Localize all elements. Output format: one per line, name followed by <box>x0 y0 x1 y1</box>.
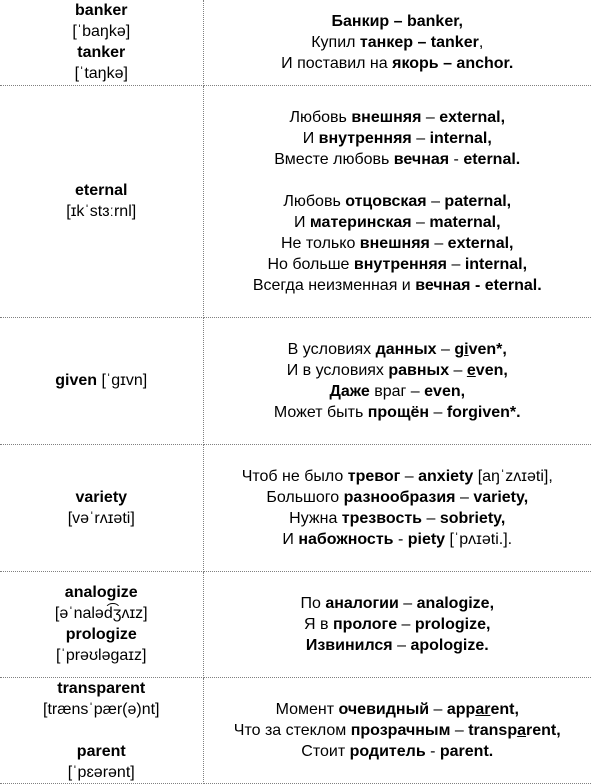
verse-line <box>208 339 588 360</box>
plain-text: Что за стеклом <box>233 721 351 739</box>
bold-text: even, <box>424 382 466 400</box>
verse-line <box>208 720 588 741</box>
term-line <box>4 0 199 21</box>
term-line <box>4 201 199 222</box>
term-line <box>4 21 199 42</box>
plain-text: – <box>447 255 465 273</box>
plain-text: Любовь <box>289 108 352 126</box>
term-line <box>4 582 199 603</box>
bold-text: parent. <box>439 742 494 760</box>
bold-text: banker <box>75 2 128 20</box>
term-line <box>4 645 199 666</box>
bold-text: transp <box>468 721 518 739</box>
bold-text: отцовская <box>345 192 427 210</box>
bold-text: родитель <box>349 742 426 760</box>
verse-line <box>208 402 588 423</box>
bold-text: прологе <box>332 615 398 633</box>
verse-line <box>208 149 588 170</box>
verse-line <box>208 466 588 487</box>
verse-line <box>208 11 588 32</box>
bold-text: прощён <box>367 403 430 421</box>
bold-text: tanker <box>77 44 126 62</box>
verse-cell <box>203 317 591 444</box>
term-cell <box>0 571 203 677</box>
plain-text: – <box>455 488 474 506</box>
term-cell <box>0 444 203 571</box>
bold-text: rent, <box>526 721 561 739</box>
bold-text: ent, <box>490 700 519 718</box>
bold-text: тревог <box>347 467 401 485</box>
term-cell <box>0 85 203 317</box>
plain-text: [aŋˈzʌɪəti], <box>473 467 553 485</box>
plain-text: враг – <box>369 382 425 400</box>
plain-text: [ˈprəʊləɡaɪz] <box>56 647 147 664</box>
bold-text: prologize <box>65 626 137 643</box>
verse-line <box>208 741 588 762</box>
term-line <box>4 42 199 63</box>
term-cell <box>0 677 203 783</box>
plain-text: Любовь <box>283 192 346 210</box>
bold-text: external, <box>447 234 514 252</box>
verse-cell <box>203 571 591 677</box>
bold-text: Банкир – banker, <box>331 12 463 30</box>
table-row <box>0 444 591 571</box>
plain-text: [trænsˈpær(ə)nt] <box>43 700 160 718</box>
plain-text: И в условиях <box>286 361 389 379</box>
plain-text: – <box>429 403 447 421</box>
blank-line <box>208 170 588 191</box>
plain-text: [ˈpɛərənt] <box>67 763 135 781</box>
bold-text: g <box>454 340 465 358</box>
bold-text: app <box>446 700 476 718</box>
term-line <box>4 370 199 391</box>
bold-text: Извинился <box>305 636 393 654</box>
bold-text: равных <box>388 361 450 379</box>
term-cell <box>0 0 203 85</box>
term-line <box>4 741 199 762</box>
blank-line <box>4 720 199 741</box>
verse-line <box>208 487 588 508</box>
verse-line <box>208 128 588 149</box>
table-row <box>0 85 591 317</box>
underlined-letters: a <box>517 721 527 739</box>
plain-text: - <box>425 742 440 760</box>
bold-text: analogize <box>64 584 138 601</box>
bold-text: якорь – anchor. <box>392 54 514 72</box>
verse-line <box>208 275 588 296</box>
plain-text: [ɪkˈstɜːrnl] <box>66 203 137 220</box>
plain-text: Большого <box>266 488 344 506</box>
term-line <box>4 624 199 645</box>
verse-cell <box>203 677 591 783</box>
verse-line <box>208 53 588 74</box>
plain-text: - <box>449 150 464 168</box>
bold-text: parent <box>76 742 126 760</box>
bold-text: transparent <box>57 679 146 697</box>
bold-text: external, <box>439 108 506 126</box>
table-row <box>0 677 591 783</box>
verse-line <box>208 699 588 720</box>
underlined-letters: e <box>466 361 476 379</box>
term-line <box>4 487 199 508</box>
plain-text: Чтоб не было <box>241 467 348 485</box>
term-line <box>4 762 199 783</box>
bold-text: данных <box>375 340 437 358</box>
bold-text: sobriety, <box>439 509 506 527</box>
verse-cell <box>203 444 591 571</box>
bold-text: разнообразия <box>343 488 456 506</box>
plain-text: [əˈnaləd͡ʒʌɪz] <box>54 605 148 622</box>
plain-text: По <box>300 594 326 612</box>
verse-line <box>208 529 588 550</box>
bold-text <box>475 701 490 718</box>
bold-text: apologize. <box>410 636 489 654</box>
bold-text: внешняя <box>359 234 430 252</box>
plain-text: – <box>450 721 469 739</box>
plain-text: И <box>282 530 299 548</box>
plain-text: – <box>392 636 411 654</box>
bold-text: прозрачным <box>350 721 451 739</box>
term-cell <box>0 317 203 444</box>
bold-text <box>517 722 526 739</box>
bold-text: maternal, <box>429 213 501 231</box>
term-line <box>4 180 199 201</box>
plain-text: – <box>429 234 448 252</box>
plain-text: Не только <box>281 234 360 252</box>
bold-text: variety, <box>473 488 529 506</box>
bold-text: prologize, <box>414 615 491 633</box>
plain-text: Вместе любовь <box>274 150 394 168</box>
plain-text: [ˈɡɪvn] <box>97 372 148 389</box>
bold-text: вечная - eternal. <box>415 276 542 294</box>
table-row <box>0 317 591 444</box>
term-line <box>4 678 199 699</box>
bold-text <box>467 362 476 379</box>
verse-line <box>208 381 588 402</box>
plain-text: [ˈtaŋkə] <box>74 65 128 83</box>
term-line <box>4 63 199 84</box>
bold-text: analogize, <box>416 594 495 612</box>
bold-text: аналогии <box>325 594 399 612</box>
table-row <box>0 0 591 85</box>
bold-text: Даже <box>329 382 370 400</box>
bold-text: набожность <box>298 530 394 548</box>
verse-line <box>208 360 588 381</box>
verse-line <box>208 614 588 635</box>
plain-text: Момент <box>275 700 339 718</box>
verse-line <box>208 254 588 275</box>
plain-text: – <box>411 129 430 147</box>
plain-text: Всегда неизменная и <box>252 276 416 294</box>
verse-line <box>208 508 588 529</box>
plain-text: Может быть <box>273 403 368 421</box>
plain-text: – <box>436 340 455 358</box>
plain-text: – <box>426 192 445 210</box>
term-line <box>4 603 199 624</box>
bold-text: eternal. <box>463 150 521 168</box>
plain-text: Я в <box>304 615 333 633</box>
plain-text: – <box>397 615 415 633</box>
bold-text: внутренняя <box>353 255 448 273</box>
plain-text: – <box>400 467 419 485</box>
plain-text: – <box>422 509 440 527</box>
bold-text: variety <box>75 488 128 506</box>
plain-text: Нужна <box>289 509 342 527</box>
verse-cell <box>203 0 591 85</box>
plain-text: – <box>429 700 447 718</box>
bold-text: eternal <box>75 182 128 199</box>
bold-text: ven*, <box>468 340 507 358</box>
verse-line <box>208 593 588 614</box>
plain-text: [ˈpʌɪəti.]. <box>445 530 513 548</box>
plain-text: В условиях <box>287 340 376 358</box>
bold-text: внутренняя <box>318 129 412 147</box>
bold-text: очевидный <box>338 700 430 718</box>
bold-text: given <box>55 372 98 389</box>
bold-text: материнская <box>309 213 412 231</box>
plain-text: И поставил на <box>281 54 393 72</box>
bold-text: internal, <box>429 129 492 147</box>
plain-text: Купил <box>311 33 360 51</box>
term-line <box>4 508 199 529</box>
verse-line <box>208 212 588 233</box>
verse-line <box>208 107 588 128</box>
plain-text: Стоит <box>301 742 350 760</box>
verse-line <box>208 191 588 212</box>
plain-text: И <box>302 129 319 147</box>
plain-text: [ˈbaŋkə] <box>72 23 131 41</box>
underlined-letters: i <box>464 340 469 358</box>
bold-text: anxiety <box>418 467 474 485</box>
bold-text: paternal, <box>444 192 512 210</box>
underlined-letters: ar <box>475 700 491 718</box>
plain-text: – <box>421 108 440 126</box>
plain-text: – <box>398 594 417 612</box>
plain-text: И <box>293 213 310 231</box>
plain-text: – <box>449 361 467 379</box>
plain-text: [vəˈrʌɪəti] <box>67 509 135 527</box>
bold-text: internal, <box>464 255 528 273</box>
bold-text: внешняя <box>351 108 422 126</box>
verse-line <box>208 32 588 53</box>
verse-cell <box>203 85 591 317</box>
term-line <box>4 699 199 720</box>
plain-text: Но больше <box>267 255 354 273</box>
plain-text: - <box>393 530 408 548</box>
table-row <box>0 571 591 677</box>
bold-text: вечная <box>393 150 450 168</box>
bold-text: танкер – tanker <box>359 33 479 51</box>
bold-text: piety <box>407 530 446 548</box>
plain-text: , <box>478 33 484 51</box>
bold-text: трезвость <box>341 509 423 527</box>
plain-text: – <box>411 213 430 231</box>
verse-line <box>208 233 588 254</box>
bold-text: ven, <box>475 361 508 379</box>
verse-line <box>208 635 588 656</box>
bold-text: forgiven*. <box>446 403 521 421</box>
